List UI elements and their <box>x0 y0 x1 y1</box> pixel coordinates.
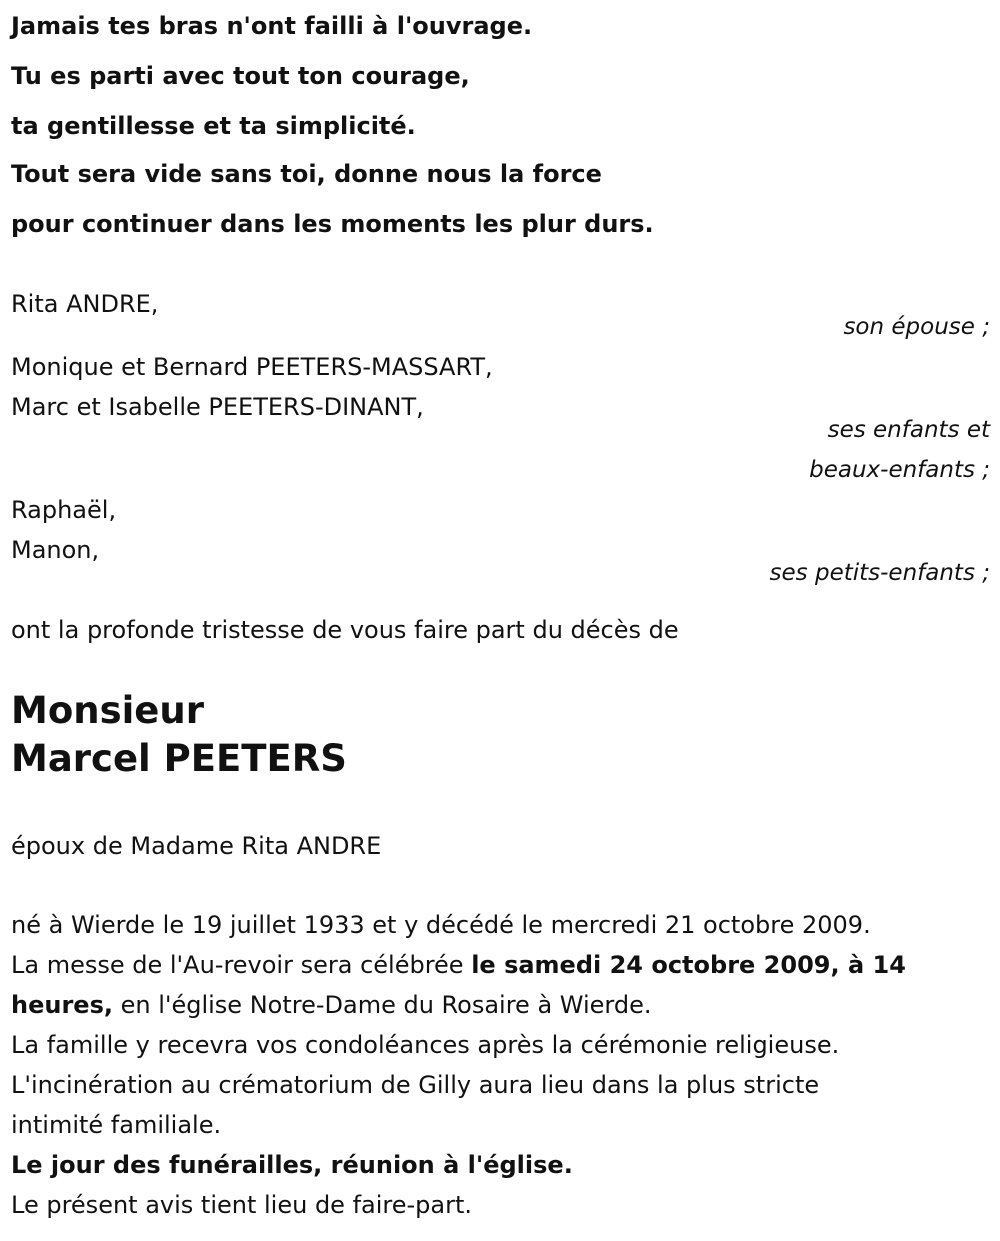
mass-line-1 <box>11 953 906 977</box>
grandchild-line-2: Manon, <box>11 536 100 564</box>
children-role-line-1: ses enfants et <box>827 417 990 443</box>
mass-suffix: en l'église Notre-Dame du Rosaire à Wierde. <box>112 991 652 1019</box>
announcement-text: ont la profonde tristesse de vous faire part du décès de <box>11 616 679 644</box>
mass-line-2 <box>11 993 652 1017</box>
mass-date-bold: le samedi 24 octobre 2009, à 14 <box>471 951 906 979</box>
meeting-line: Le jour des funérailles, réunion à l'église. <box>11 1151 573 1179</box>
poem-line-1: Jamais tes bras n'ont failli à l'ouvrage. <box>11 12 533 40</box>
grandchild-line-1: Raphaël, <box>11 496 117 524</box>
condolences-line: La famille y recevra vos condoléances après la cérémonie religieuse. <box>11 1031 840 1059</box>
child-line-2: Marc et Isabelle PEETERS-DINANT, <box>11 393 424 421</box>
poem-line-5: pour continuer dans les moments les plur durs. <box>11 210 654 238</box>
mass-prefix: La messe de l'Au-revoir sera célébrée <box>11 951 472 979</box>
child-line-1: Monique et Bernard PEETERS-MASSART, <box>11 353 493 381</box>
spouse-of-line: époux de Madame Rita ANDRE <box>11 832 382 860</box>
notice-line: Le présent avis tient lieu de faire-part. <box>11 1191 473 1219</box>
deceased-title: Monsieur <box>11 689 204 732</box>
poem-line-2: Tu es parti avec tout ton courage, <box>11 62 470 90</box>
birth-death-line: né à Wierde le 19 juillet 1933 et y décédé le mercredi 21 octobre 2009. <box>11 911 871 939</box>
cremation-line-2: intimité familiale. <box>11 1111 222 1139</box>
cremation-line-1: L'incinération au crématorium de Gilly aura lieu dans la plus stricte <box>11 1071 820 1099</box>
children-role-line-2: beaux-enfants ; <box>809 457 990 483</box>
poem-line-3: ta gentillesse et ta simplicité. <box>11 112 416 140</box>
spouse-role: son épouse ; <box>843 314 990 340</box>
mass-time-bold: heures, <box>11 991 113 1019</box>
deceased-name: Marcel PEETERS <box>11 737 347 780</box>
grandchildren-role: ses petits-enfants ; <box>769 560 990 586</box>
spouse-name: Rita ANDRE, <box>11 290 159 318</box>
poem-line-4: Tout sera vide sans toi, donne nous la force <box>11 160 602 188</box>
